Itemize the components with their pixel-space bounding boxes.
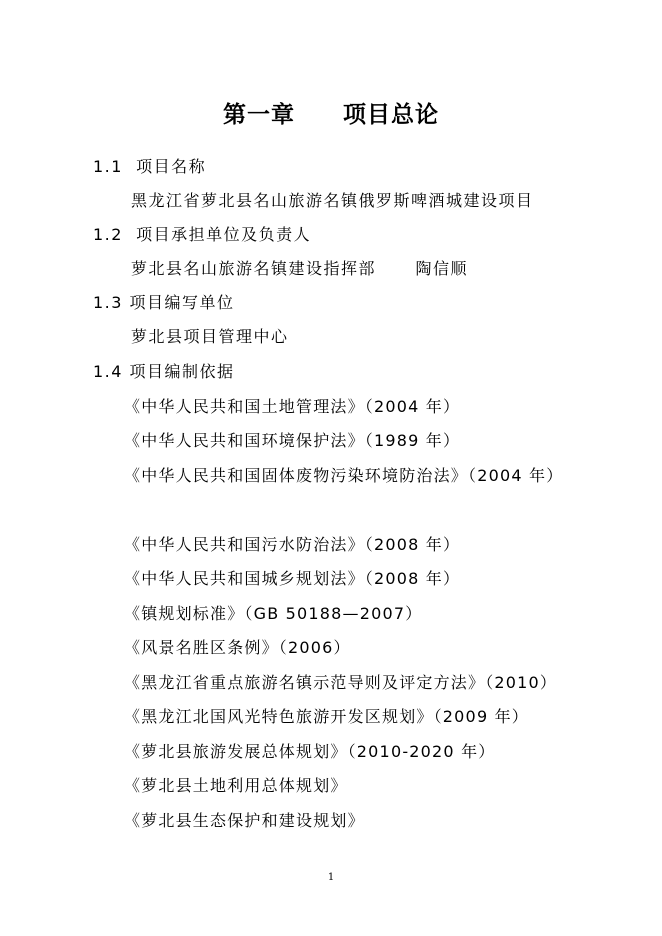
basis-item: 《风景名胜区条例》（2006） [124, 638, 351, 657]
compiling-unit: 萝北县项目管理中心 [131, 327, 289, 346]
page-number: 1 [327, 872, 335, 883]
section-heading-1-2: 1.2 项目承担单位及负责人 [93, 225, 312, 244]
project-name: 黑龙江省萝北县名山旅游名镇俄罗斯啤酒城建设项目 [131, 191, 534, 210]
chapter-title: 第一章 项目总论 [223, 101, 439, 128]
basis-item: 《萝北县土地利用总体规划》 [124, 776, 348, 795]
basis-item: 《中华人民共和国污水防治法》（2008 年） [124, 535, 461, 554]
basis-item: 《中华人民共和国土地管理法》（2004 年） [124, 397, 461, 416]
basis-item: 《镇规划标准》（GB 50188—2007） [124, 604, 423, 623]
section-heading-1-3: 1.3 项目编写单位 [93, 293, 235, 312]
basis-item: 《黑龙江北国风光特色旅游开发区规划》（2009 年） [124, 707, 530, 726]
basis-item: 《中华人民共和国城乡规划法》（2008 年） [124, 569, 461, 588]
responsible-unit: 萝北县名山旅游名镇建设指挥部 陶信顺 [131, 259, 469, 278]
basis-item: 《萝北县生态保护和建设规划》 [124, 811, 365, 830]
basis-item: 《萝北县旅游发展总体规划》（2010-2020 年） [124, 742, 496, 761]
basis-item: 《中华人民共和国环境保护法》（1989 年） [124, 431, 461, 450]
section-heading-1-1: 1.1 项目名称 [93, 157, 207, 176]
section-heading-1-4: 1.4 项目编制依据 [93, 362, 235, 381]
basis-item: 《中华人民共和国固体废物污染环境防治法》（2004 年） [124, 466, 564, 485]
basis-item: 《黑龙江省重点旅游名镇示范导则及评定方法》（2010） [124, 673, 558, 692]
